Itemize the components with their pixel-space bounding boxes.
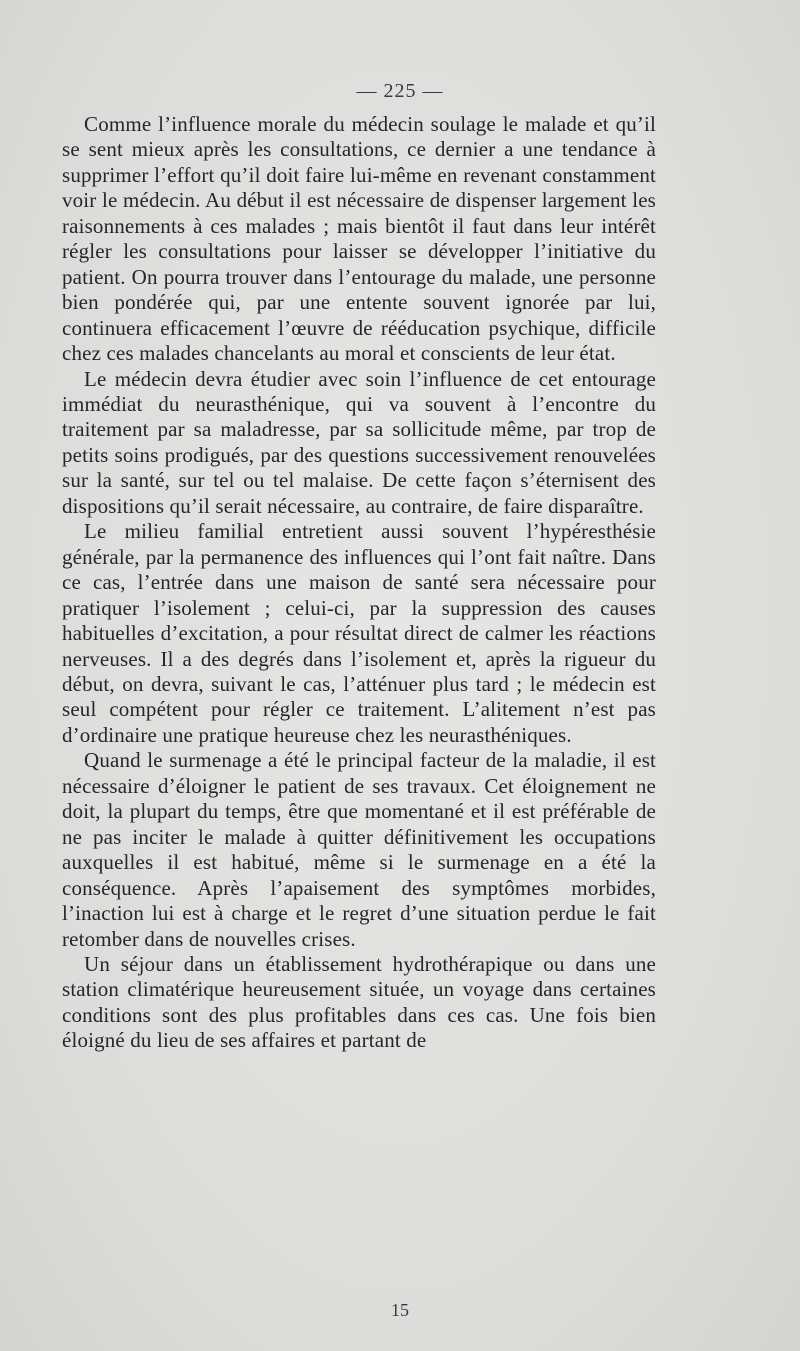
paragraph: Le milieu familial entretient aussi souvent l’hypéresthésie générale, par la permanence des influences qui l’ont fait naître. Dans ce cas, l’entrée dans une maison de santé sera nécessaire pour pratiquer l’isolement ; celui-ci, par la suppression des causes habituelles d’excitation, a pour résultat direct de calmer les réactions nerveuses. Il a des degrés dans l’isolement et, après la rigueur du début, on devra, suivant le cas, l’atténuer plus tard ; le médecin est seul compétent pour régler ce traitement. L’alitement n’est pas d’ordinaire une pratique heureuse chez les neurasthéniques.: [62, 519, 656, 747]
body-text: [62, 112, 656, 1054]
paragraph: Le médecin devra étudier avec soin l’influence de cet entourage immédiat du neurasthénique, qui va souvent à l’encontre du traitement par sa maladresse, par sa sollicitude même, par trop de petits soins prodigués, par des questions successivement renouvelées sur la santé, sur tel ou tel malaise. De cette façon s’éternisent des dispositions qu’il serait nécessaire, au contraire, de faire disparaître.: [62, 366, 656, 518]
paragraph: Un séjour dans un établissement hydrothérapique ou dans une station climatérique heureusement située, un voyage dans certaines conditions sont des plus profitables dans ces cas. Une fois bien éloigné du lieu de ses affaires et partant de: [62, 951, 656, 1053]
paragraph: Quand le surmenage a été le principal facteur de la maladie, il est nécessaire d’éloigner le patient de ses travaux. Cet éloignement ne doit, la plupart du temps, être que momentané et il est préférable de ne pas inciter le malade à quitter définitivement les occupations auxquelles il est habitué, même si le surmenage en a été la conséquence. Après l’apaisement des symptômes morbides, l’inaction lui est à charge et le regret d’une situation perdue le fait retomber dans de nouvelles crises.: [62, 748, 656, 951]
paragraph: Comme l’influence morale du médecin soulage le malade et qu’il se sent mieux après les consultations, ce dernier a une tendance à supprimer l’effort qu’il doit faire lui-même en revenant constamment voir le médecin. Au début il est nécessaire de dispenser largement les raisonnements à ces malades ; mais bientôt il faut dans leur intérêt régler les consultations pour laisser se développer l’initiative du patient. On pourra trouver dans l’entourage du malade, une personne bien pondérée qui, par une entente souvent ignorée par lui, continuera efficacement l’œuvre de rééducation psychique, difficile chez ces malades chancelants au moral et conscients de leur état.: [62, 112, 656, 366]
signature-mark: 15: [391, 1300, 409, 1320]
page-number: — 225 —: [356, 80, 444, 102]
